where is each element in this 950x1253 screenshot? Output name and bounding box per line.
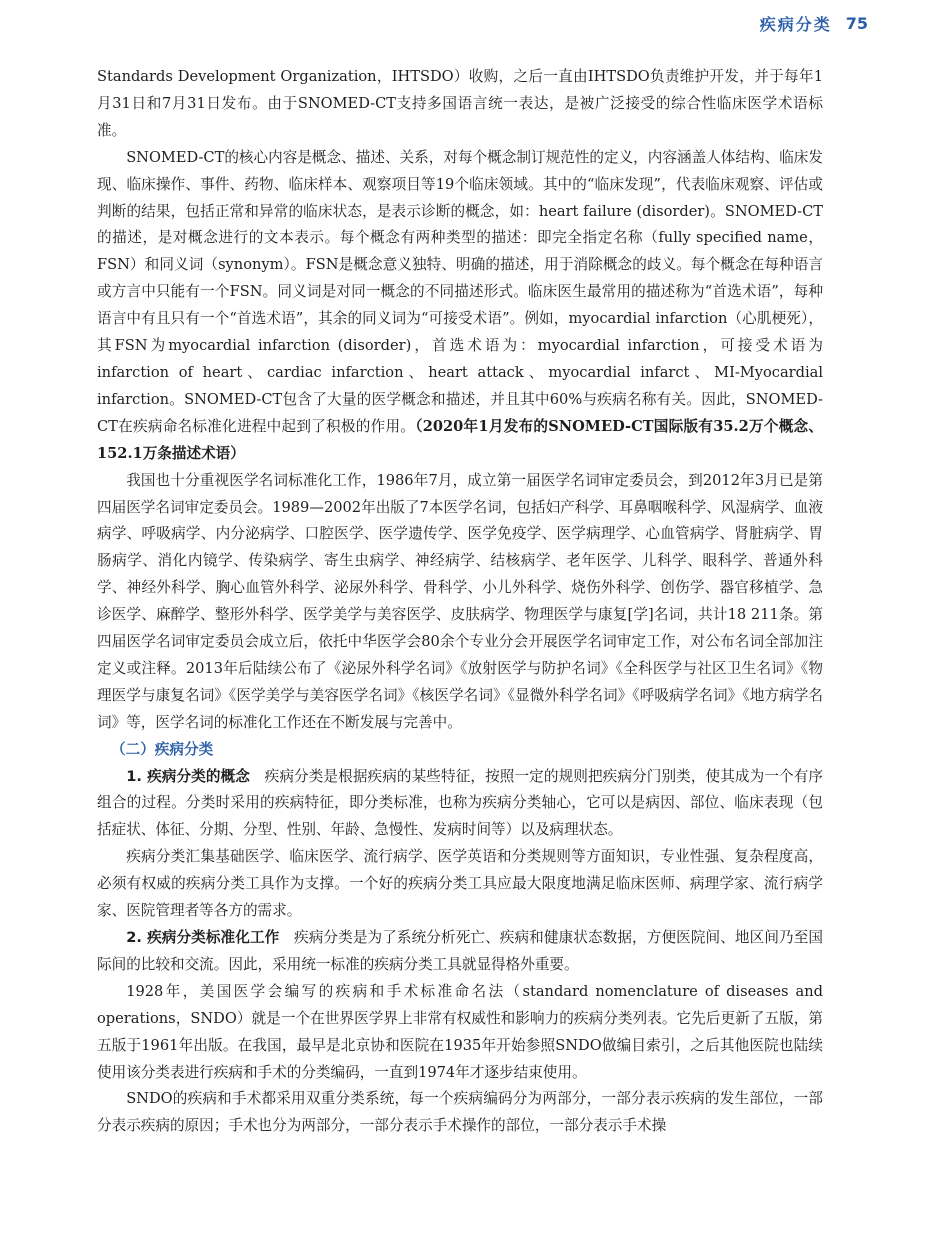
page-number: 75 bbox=[845, 13, 868, 33]
section-title: 疾病分类 bbox=[759, 14, 832, 34]
snomed-stats-note: （2020年1月发布的SNOMED-CT国际版有35.2万个概念、152.1万条描述术语） bbox=[97, 417, 823, 462]
paragraph-sndo-history bbox=[97, 979, 823, 1087]
paragraph-chinese-terms bbox=[97, 468, 823, 737]
paragraph-classification-concept bbox=[97, 764, 823, 845]
paragraph-text: 1928年，美国医学会编写的疾病和手术标准命名法（standard nomenclature of diseases and operations，SNDO）就是一个在世界医学界上非常有权威性和影响力的疾病分类列表。它先后更新了五版，第五版于1961年出版。在我国，最早是北京协和医院在1935年开始参照SNDO做编目索引，之后其他医院也陆续使用该分类表进行疾病和手术的分类编码，一直到1974年才逐步结束使用。 bbox=[97, 982, 823, 1081]
paragraph-text: 疾病分类汇集基础医学、临床医学、流行病学、医学英语和分类规则等方面知识，专业性强、复杂程度高，必须有权威的疾病分类工具作为支撑。一个好的疾病分类工具应最大限度地满足临床医师、病理学家、流行病学家、医院管理者等各方的需求。 bbox=[97, 848, 823, 920]
paragraph-snomed-core bbox=[97, 145, 823, 468]
paragraph-text: SNDO的疾病和手术都采用双重分类系统，每一个疾病编码分为两部分，一部分表示疾病的发生部位，一部分表示疾病的原因；手术也分为两部分，一部分表示手术操作的部位，一部分表示手术操 bbox=[97, 1090, 823, 1135]
paragraph-text: 我国也十分重视医学名词标准化工作，1986年7月，成立第一届医学名词审定委员会，到2012年3月已是第四届医学名词审定委员会。1989—2002年出版了7本医学名词，包括妇产科学、耳鼻咽喉科学、风湿病学、血液病学、呼吸病学、内分泌病学、口腔医学、医学遗传学、医学免疫学、医学病理学、心血管病学、肾脏病学、胃肠病学、消化内镜学、传染病学、寄生虫病学、神经病学、结核病学、老年医学、儿科学、眼科学、普通外科学、神经外科学、胸心血管外科学、泌尿外科学、骨科学、小儿外科学、烧伤外科学、创伤学、器官移植学、急诊医学、麻醉学、整形外科学、医学美学与美容医学、皮肤病学、物理医学与康复[学]名词，共计18 211条。第四届医学名词审定委员会成立后，依托中华医学会80余个专业分会开展医学名词审定工作，对公布名词全部加注定义或注释。2013年后陆续公布了《泌尿外科学名词》《放射医学与防护名词》《全科医学与社区卫生名词》《物理医学与康复名词》《医学美学与美容医学名词》《核医学名词》《显微外科学名词》《呼吸病学名词》《地方病学名词》等，医学名词的标准化工作还在不断发展与完善中。 bbox=[97, 471, 823, 731]
paragraph-text: SNOMED-CT的核心内容是概念、描述、关系，对每个概念制订规范性的定义，内容涵盖人体结构、临床发现、临床操作、事件、药物、临床样本、观察项目等19个临床领域。其中的“临床发现”，代表临床观察、评估或判断的结果，包括正常和异常的临床状态，是表示诊断的概念，如：heart failure (disorder)。SNOMED-CT的描述，是对概念进行的文本表示。每个概念有两种类型的描述：即完全指定名称（fully specified name，FSN）和同义词（synonym）。FSN是概念意义独特、明确的描述，用于消除概念的歧义。每个概念在每种语言或方言中只能有一个FSN。同义词是对同一概念的不同描述形式。临床医生最常用的描述称为“首选术语”，每种语言中有且只有一个“首选术语”，其余的同义词为“可接受术语”。例如，myocardial infarction（心肌梗死），其FSN为myocardial infarction (disorder)，首选术语为：myocardial infarction，可接受术语为infarction of heart、cardiac infarction、heart attack、myocardial infarct、MI-Myocardial infarction。SNOMED-CT包含了大量的医学概念和描述，并且其中60%与疾病名称有关。因此，SNOMED-CT在疾病命名标准化进程中起到了积极的作用。 bbox=[97, 148, 823, 435]
paragraph-text: 疾病分类是为了系统分析死亡、疾病和健康状态数据，方便医院间、地区间乃至国际间的比较和交流。因此，采用统一标准的疾病分类工具就显得格外重要。 bbox=[97, 929, 823, 973]
paragraph-standardization bbox=[97, 925, 823, 979]
running-header bbox=[760, 10, 868, 36]
paragraph-ihtsdo bbox=[97, 64, 823, 145]
paragraph-sndo-system bbox=[97, 1086, 823, 1140]
page-body bbox=[97, 64, 823, 1140]
paragraph-classification-tools bbox=[97, 844, 823, 925]
paragraph-text: 疾病分类是根据疾病的某些特征，按照一定的规则把疾病分门别类，使其成为一个有序组合的过程。分类时采用的疾病特征，即分类标准，也称为疾病分类轴心，它可以是病因、部位、临床表现（包括症状、体征、分期、分型、性别、年龄、急慢性、发病时间等）以及病理状态。 bbox=[97, 767, 823, 839]
runin-heading: 1. 疾病分类的概念 bbox=[126, 767, 250, 785]
paragraph-text: Standards Development Organization，IHTSDO）收购，之后一直由IHTSDO负责维护开发，并于每年1月31日和7月31日发布。由于SNOMED-CT支持多国语言统一表达，是被广泛接受的综合性临床医学术语标准。 bbox=[97, 68, 823, 139]
section-heading: （二）疾病分类 bbox=[111, 740, 214, 758]
runin-heading: 2. 疾病分类标准化工作 bbox=[126, 929, 280, 946]
